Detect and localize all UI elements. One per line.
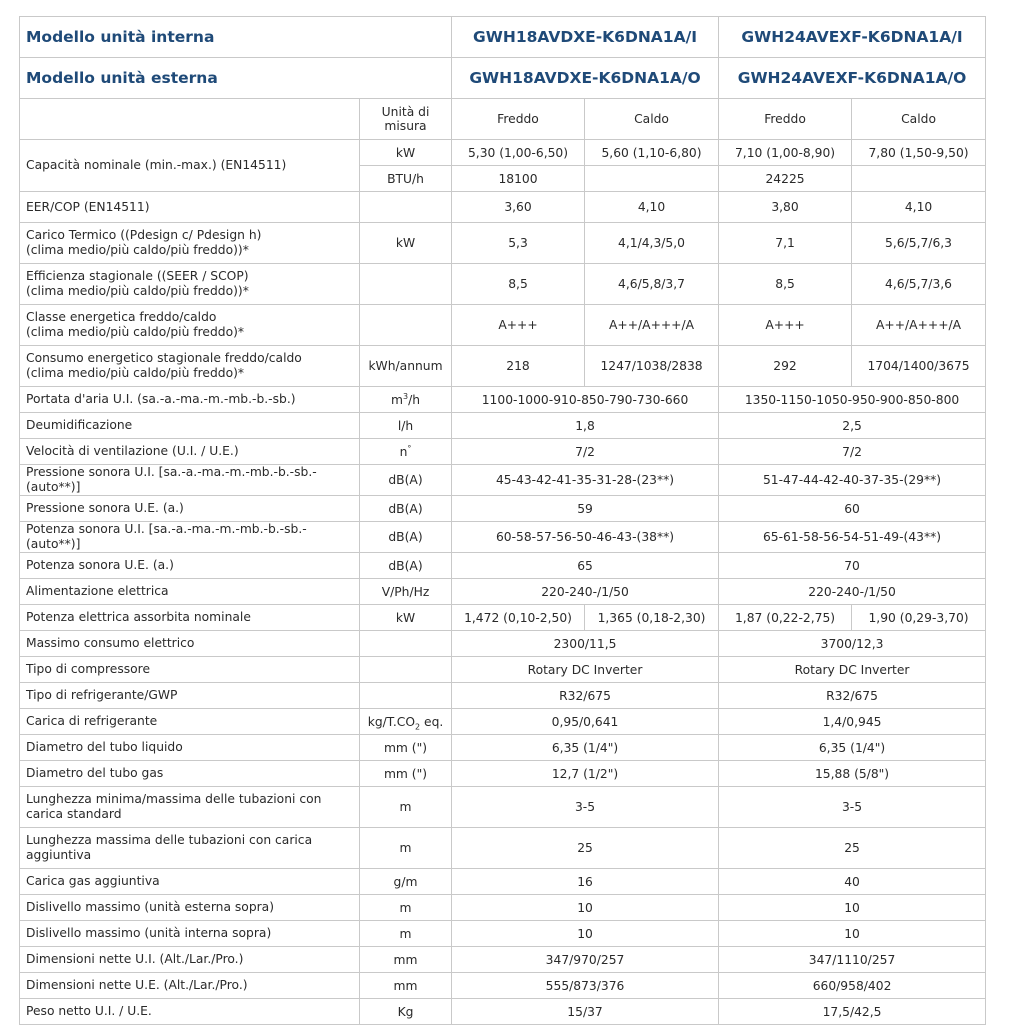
seasonal-eff-val-2: 4,6/5,8/3,7	[585, 264, 719, 305]
sound-power-in-val-1: 60-58-57-56-50-46-43-(38**)	[452, 522, 719, 553]
fan-speed-label: Velocità di ventilazione (U.I. / U.E.)	[20, 439, 360, 465]
dehumid-val-2: 2,5	[719, 413, 986, 439]
pipe-length-max-unit: m	[360, 828, 452, 869]
compressor-val-1: Rotary DC Inverter	[452, 657, 719, 683]
height-in-above-val-1: 10	[452, 921, 719, 947]
sound-pressure-in-row	[20, 465, 986, 496]
weight-val-1: 15/37	[452, 999, 719, 1025]
dim-in-val-1: 347/970/257	[452, 947, 719, 973]
dim-out-val-1: 555/873/376	[452, 973, 719, 999]
sound-pressure-in-val-2: 51-47-44-42-40-37-35-(29**)	[719, 465, 986, 496]
sound-pressure-out-row	[20, 496, 986, 522]
energy-class-val-2: A++/A+++/A	[585, 305, 719, 346]
power-supply-val-2: 220-240-/1/50	[719, 579, 986, 605]
capacity-btu-3: 24225	[719, 166, 852, 192]
seasonal-eff-unit	[360, 264, 452, 305]
dim-in-label: Dimensioni nette U.I. (Alt./Lar./Pro.)	[20, 947, 360, 973]
extra-gas-label: Carica gas aggiuntiva	[20, 869, 360, 895]
energy-class-label: Classe energetica freddo/caldo (clima medio/più caldo/più freddo)*	[20, 305, 360, 346]
model1-indoor: GWH18AVDXE-K6DNA1A/I	[452, 17, 719, 58]
pipe-length-minmax-unit: m	[360, 787, 452, 828]
cold-header-2: Freddo	[719, 99, 852, 140]
sound-pressure-out-unit: dB(A)	[360, 496, 452, 522]
pipe-length-max-val-1: 25	[452, 828, 719, 869]
model1-outdoor: GWH18AVDXE-K6DNA1A/O	[452, 58, 719, 99]
sound-power-out-val-1: 65	[452, 553, 719, 579]
sound-power-in-unit: dB(A)	[360, 522, 452, 553]
refrigerant-val-2: R32/675	[719, 683, 986, 709]
seasonal-consumption-val-3: 292	[719, 346, 852, 387]
power-input-val-1: 1,472 (0,10-2,50)	[452, 605, 585, 631]
sound-power-in-label: Potenza sonora U.I. [sa.-a.-ma.-m.-mb.-b.-sb.-(auto**)]	[20, 522, 360, 553]
model2-outdoor: GWH24AVEXF-K6DNA1A/O	[719, 58, 986, 99]
energy-class-val-4: A++/A+++/A	[852, 305, 986, 346]
sound-power-out-val-2: 70	[719, 553, 986, 579]
liquid-pipe-val-1: 6,35 (1/4")	[452, 735, 719, 761]
power-input-val-4: 1,90 (0,29-3,70)	[852, 605, 986, 631]
thermal-load-unit: kW	[360, 223, 452, 264]
refrigerant-label: Tipo di refrigerante/GWP	[20, 683, 360, 709]
capacity-kw-1: 5,30 (1,00-6,50)	[452, 140, 585, 166]
sound-power-out-unit: dB(A)	[360, 553, 452, 579]
max-consumption-unit	[360, 631, 452, 657]
refrigerant-unit	[360, 683, 452, 709]
power-supply-row	[20, 579, 986, 605]
seasonal-eff-label: Efficienza stagionale ((SEER / SCOP) (clima medio/più caldo/più freddo))*	[20, 264, 360, 305]
height-out-above-label: Dislivello massimo (unità esterna sopra)	[20, 895, 360, 921]
seasonal-consumption-val-1: 218	[452, 346, 585, 387]
thermal-load-val-3: 7,1	[719, 223, 852, 264]
power-supply-val-1: 220-240-/1/50	[452, 579, 719, 605]
fan-speed-unit: n°	[360, 439, 452, 465]
dim-out-val-2: 660/958/402	[719, 973, 986, 999]
compressor-row	[20, 657, 986, 683]
capacity-btu-2	[585, 166, 719, 192]
sound-power-in-row	[20, 522, 986, 553]
eer-val-1: 3,60	[452, 192, 585, 223]
max-consumption-val-1: 2300/11,5	[452, 631, 719, 657]
seasonal-consumption-unit: kWh/annum	[360, 346, 452, 387]
max-consumption-row	[20, 631, 986, 657]
weight-row	[20, 999, 986, 1025]
pipe-length-minmax-row	[20, 787, 986, 828]
pipe-length-max-row	[20, 828, 986, 869]
weight-label: Peso netto U.I. / U.E.	[20, 999, 360, 1025]
energy-class-row	[20, 305, 986, 346]
height-out-above-val-1: 10	[452, 895, 719, 921]
height-out-above-unit: m	[360, 895, 452, 921]
energy-class-val-3: A+++	[719, 305, 852, 346]
hot-header-1: Caldo	[585, 99, 719, 140]
model2-indoor: GWH24AVEXF-K6DNA1A/I	[719, 17, 986, 58]
thermal-load-val-4: 5,6/5,7/6,3	[852, 223, 986, 264]
max-consumption-val-2: 3700/12,3	[719, 631, 986, 657]
gas-pipe-label: Diametro del tubo gas	[20, 761, 360, 787]
capacity-btu-4	[852, 166, 986, 192]
sound-power-in-val-2: 65-61-58-56-54-51-49-(43**)	[719, 522, 986, 553]
capacity-unit-kw: kW	[360, 140, 452, 166]
seasonal-consumption-label: Consumo energetico stagionale freddo/caldo (clima medio/più caldo/più freddo)*	[20, 346, 360, 387]
outdoor-model-label: Modello unità esterna	[20, 58, 452, 99]
thermal-load-val-2: 4,1/4,3/5,0	[585, 223, 719, 264]
dim-out-label: Dimensioni nette U.E. (Alt./Lar./Pro.)	[20, 973, 360, 999]
capacity-kw-4: 7,80 (1,50-9,50)	[852, 140, 986, 166]
capacity-unit-btu: BTU/h	[360, 166, 452, 192]
power-input-unit: kW	[360, 605, 452, 631]
airflow-val-1: 1100-1000-910-850-790-730-660	[452, 387, 719, 413]
weight-unit: Kg	[360, 999, 452, 1025]
pipe-length-max-label: Lunghezza massima delle tubazioni con carica aggiuntiva	[20, 828, 360, 869]
liquid-pipe-unit: mm (")	[360, 735, 452, 761]
cold-header-1: Freddo	[452, 99, 585, 140]
seasonal-eff-val-4: 4,6/5,7/3,6	[852, 264, 986, 305]
power-input-val-2: 1,365 (0,18-2,30)	[585, 605, 719, 631]
pipe-length-minmax-label: Lunghezza minima/massima delle tubazioni con carica standard	[20, 787, 360, 828]
subheader-row	[20, 99, 986, 140]
hot-header-2: Caldo	[852, 99, 986, 140]
seasonal-consumption-row	[20, 346, 986, 387]
refrigerant-charge-label: Carica di refrigerante	[20, 709, 360, 735]
airflow-row	[20, 387, 986, 413]
empty-cell	[20, 99, 360, 140]
liquid-pipe-label: Diametro del tubo liquido	[20, 735, 360, 761]
energy-class-unit	[360, 305, 452, 346]
dehumid-val-1: 1,8	[452, 413, 719, 439]
airflow-val-2: 1350-1150-1050-950-900-850-800	[719, 387, 986, 413]
eer-val-4: 4,10	[852, 192, 986, 223]
refrigerant-charge-val-1: 0,95/0,641	[452, 709, 719, 735]
seasonal-eff-val-1: 8,5	[452, 264, 585, 305]
fan-speed-val-2: 7/2	[719, 439, 986, 465]
sound-pressure-in-unit: dB(A)	[360, 465, 452, 496]
dehumid-row	[20, 413, 986, 439]
pipe-length-minmax-val-2: 3-5	[719, 787, 986, 828]
dim-in-val-2: 347/1110/257	[719, 947, 986, 973]
compressor-unit	[360, 657, 452, 683]
indoor-model-row	[20, 17, 986, 58]
dim-in-unit: mm	[360, 947, 452, 973]
outdoor-model-row	[20, 58, 986, 99]
thermal-load-label: Carico Termico ((Pdesign c/ Pdesign h) (clima medio/più caldo/più freddo))*	[20, 223, 360, 264]
capacity-kw-3: 7,10 (1,00-8,90)	[719, 140, 852, 166]
refrigerant-charge-unit: $kg/T.CO_2$ eq.	[360, 709, 452, 735]
liquid-pipe-val-2: 6,35 (1/4")	[719, 735, 986, 761]
power-supply-unit: V/Ph/Hz	[360, 579, 452, 605]
thermal-load-row	[20, 223, 986, 264]
thermal-load-val-1: 5,3	[452, 223, 585, 264]
dim-in-row	[20, 947, 986, 973]
seasonal-consumption-val-2: 1247/1038/2838	[585, 346, 719, 387]
capacity-row-kw	[20, 140, 986, 166]
height-in-above-label: Dislivello massimo (unità interna sopra)	[20, 921, 360, 947]
eer-val-3: 3,80	[719, 192, 852, 223]
unit-header: Unità di misura	[360, 99, 452, 140]
eer-val-2: 4,10	[585, 192, 719, 223]
capacity-btu-1: 18100	[452, 166, 585, 192]
eer-label: EER/COP (EN14511)	[20, 192, 360, 223]
height-in-above-val-2: 10	[719, 921, 986, 947]
capacity-label: Capacità nominale (min.-max.) (EN14511)	[20, 140, 360, 192]
indoor-model-label: Modello unità interna	[20, 17, 452, 58]
pipe-length-max-val-2: 25	[719, 828, 986, 869]
eer-row	[20, 192, 986, 223]
height-out-above-val-2: 10	[719, 895, 986, 921]
max-consumption-label: Massimo consumo elettrico	[20, 631, 360, 657]
pipe-length-minmax-val-1: 3-5	[452, 787, 719, 828]
sound-pressure-out-val-1: 59	[452, 496, 719, 522]
gas-pipe-val-2: 15,88 (5/8")	[719, 761, 986, 787]
liquid-pipe-row	[20, 735, 986, 761]
energy-class-val-1: A+++	[452, 305, 585, 346]
compressor-label: Tipo di compressore	[20, 657, 360, 683]
extra-gas-val-1: 16	[452, 869, 719, 895]
power-supply-label: Alimentazione elettrica	[20, 579, 360, 605]
dim-out-unit: mm	[360, 973, 452, 999]
gas-pipe-val-1: 12,7 (1/2")	[452, 761, 719, 787]
height-in-above-row	[20, 921, 986, 947]
airflow-label: Portata d'aria U.I. (sa.-a.-ma.-m.-mb.-b.-sb.)	[20, 387, 360, 413]
gas-pipe-row	[20, 761, 986, 787]
fan-speed-row	[20, 439, 986, 465]
sound-pressure-in-label: Pressione sonora U.I. [sa.-a.-ma.-m.-mb.-b.-sb.-(auto**)]	[20, 465, 360, 496]
height-in-above-unit: m	[360, 921, 452, 947]
extra-gas-row	[20, 869, 986, 895]
extra-gas-unit: g/m	[360, 869, 452, 895]
height-out-above-row	[20, 895, 986, 921]
extra-gas-val-2: 40	[719, 869, 986, 895]
compressor-val-2: Rotary DC Inverter	[719, 657, 986, 683]
refrigerant-row	[20, 683, 986, 709]
power-input-label: Potenza elettrica assorbita nominale	[20, 605, 360, 631]
eer-unit	[360, 192, 452, 223]
seasonal-eff-row	[20, 264, 986, 305]
sound-pressure-out-label: Pressione sonora U.E. (a.)	[20, 496, 360, 522]
refrigerant-charge-row	[20, 709, 986, 735]
capacity-kw-2: 5,60 (1,10-6,80)	[585, 140, 719, 166]
airflow-unit: $m^3/h$	[360, 387, 452, 413]
refrigerant-charge-val-2: 1,4/0,945	[719, 709, 986, 735]
weight-val-2: 17,5/42,5	[719, 999, 986, 1025]
dim-out-row	[20, 973, 986, 999]
power-input-row	[20, 605, 986, 631]
dehumid-unit: l/h	[360, 413, 452, 439]
dehumid-label: Deumidificazione	[20, 413, 360, 439]
sound-pressure-out-val-2: 60	[719, 496, 986, 522]
refrigerant-val-1: R32/675	[452, 683, 719, 709]
spec-table	[19, 16, 986, 1025]
sound-power-out-row	[20, 553, 986, 579]
gas-pipe-unit: mm (")	[360, 761, 452, 787]
fan-speed-val-1: 7/2	[452, 439, 719, 465]
power-input-val-3: 1,87 (0,22-2,75)	[719, 605, 852, 631]
sound-power-out-label: Potenza sonora U.E. (a.)	[20, 553, 360, 579]
seasonal-eff-val-3: 8,5	[719, 264, 852, 305]
seasonal-consumption-val-4: 1704/1400/3675	[852, 346, 986, 387]
sound-pressure-in-val-1: 45-43-42-41-35-31-28-(23**)	[452, 465, 719, 496]
